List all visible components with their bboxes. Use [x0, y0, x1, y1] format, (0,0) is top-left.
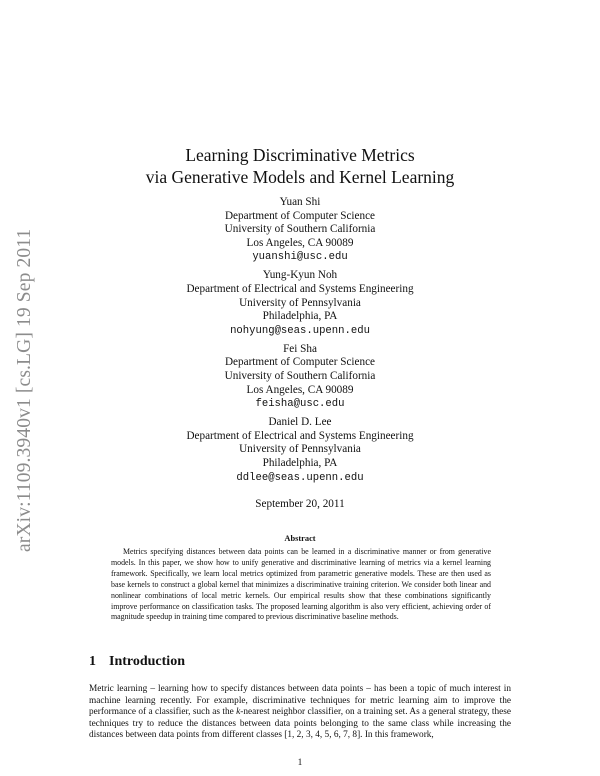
- author-location: Los Angeles, CA 90089: [246, 383, 354, 396]
- author-location: Philadelphia, PA: [262, 456, 338, 469]
- author-department: Department of Electrical and Systems Engineering: [186, 282, 414, 295]
- page-number: 1: [297, 758, 303, 768]
- author-email: nohyung@seas.upenn.edu: [230, 324, 370, 337]
- author-location: Philadelphia, PA: [262, 310, 338, 323]
- introduction-paragraph: [89, 684, 511, 742]
- author-name: Daniel D. Lee: [268, 416, 332, 429]
- introduction-text-part-2: -nearest neighbor classifier, on a training set. As a general strategy, these techniques try to reduce the distances between data points belonging to the same class while increasing the distances between data points from different classes [1, 2, 3, 4, 5, 6, 7, 8]. In this framework,: [89, 707, 511, 741]
- introduction-text-part-1: Metric learning – learning how to specify distances between data points – has been a topic of much interest in machine learning recently. For example, discriminative techniques for metric learning aim to improve the performance of a classifier, such as the: [89, 684, 511, 718]
- author-department: Department of Computer Science: [224, 356, 376, 369]
- paper-title-line-2: via Generative Models and Kernel Learning: [145, 167, 455, 187]
- paper-title-line-1: Learning Discriminative Metrics: [185, 145, 415, 165]
- abstract-heading: Abstract: [284, 534, 316, 543]
- author-university: University of Pennsylvania: [239, 443, 361, 456]
- author-email: ddlee@seas.upenn.edu: [236, 471, 364, 484]
- section-title: Introduction: [109, 654, 185, 669]
- author-university: University of Southern California: [224, 369, 376, 382]
- author-name: Yuan Shi: [279, 196, 321, 208]
- author-department: Department of Electrical and Systems Engineering: [186, 429, 414, 442]
- author-location: Los Angeles, CA 90089: [246, 236, 354, 249]
- author-block: [0, 343, 600, 411]
- paper-date: September 20, 2011: [255, 498, 345, 510]
- author-name: Yung-Kyun Noh: [262, 269, 338, 282]
- section-heading-introduction: [89, 653, 509, 670]
- abstract-text: Metrics specifying distances between data points can be learned in a discriminative manner or from generative models. In this paper, we show how to unify generative and discriminative learning of metrics via a kernel learning framework. Specifically, we learn local metrics optimized from parametric generative models. These are then used as base kernels to construct a global kernel that minimizes a discriminative training criterion. We consider both linear and nonlinear combinations of local metric kernels. Our empirical results show that these combinations significantly improve performance on classification tasks. The proposed learning algorithm is also very efficient, achieving order of magnitude speedup in training time compared to previous discriminative baseline methods.: [111, 547, 491, 622]
- author-list: [0, 196, 600, 490]
- author-block: [0, 269, 600, 337]
- author-name: Fei Sha: [283, 342, 317, 355]
- k-variable: k: [236, 707, 241, 718]
- author-email: yuanshi@usc.edu: [252, 251, 348, 264]
- author-university: University of Southern California: [224, 223, 376, 236]
- author-block: [0, 196, 600, 264]
- paper-title: [0, 144, 600, 188]
- arxiv-identifier-stamp: arXiv:1109.3940v1 [cs.LG] 19 Sep 2011: [14, 228, 35, 552]
- author-university: University of Pennsylvania: [239, 296, 361, 309]
- author-email: feisha@usc.edu: [255, 398, 345, 411]
- author-department: Department of Computer Science: [224, 209, 376, 222]
- section-number: 1: [89, 654, 96, 669]
- author-block: [0, 416, 600, 484]
